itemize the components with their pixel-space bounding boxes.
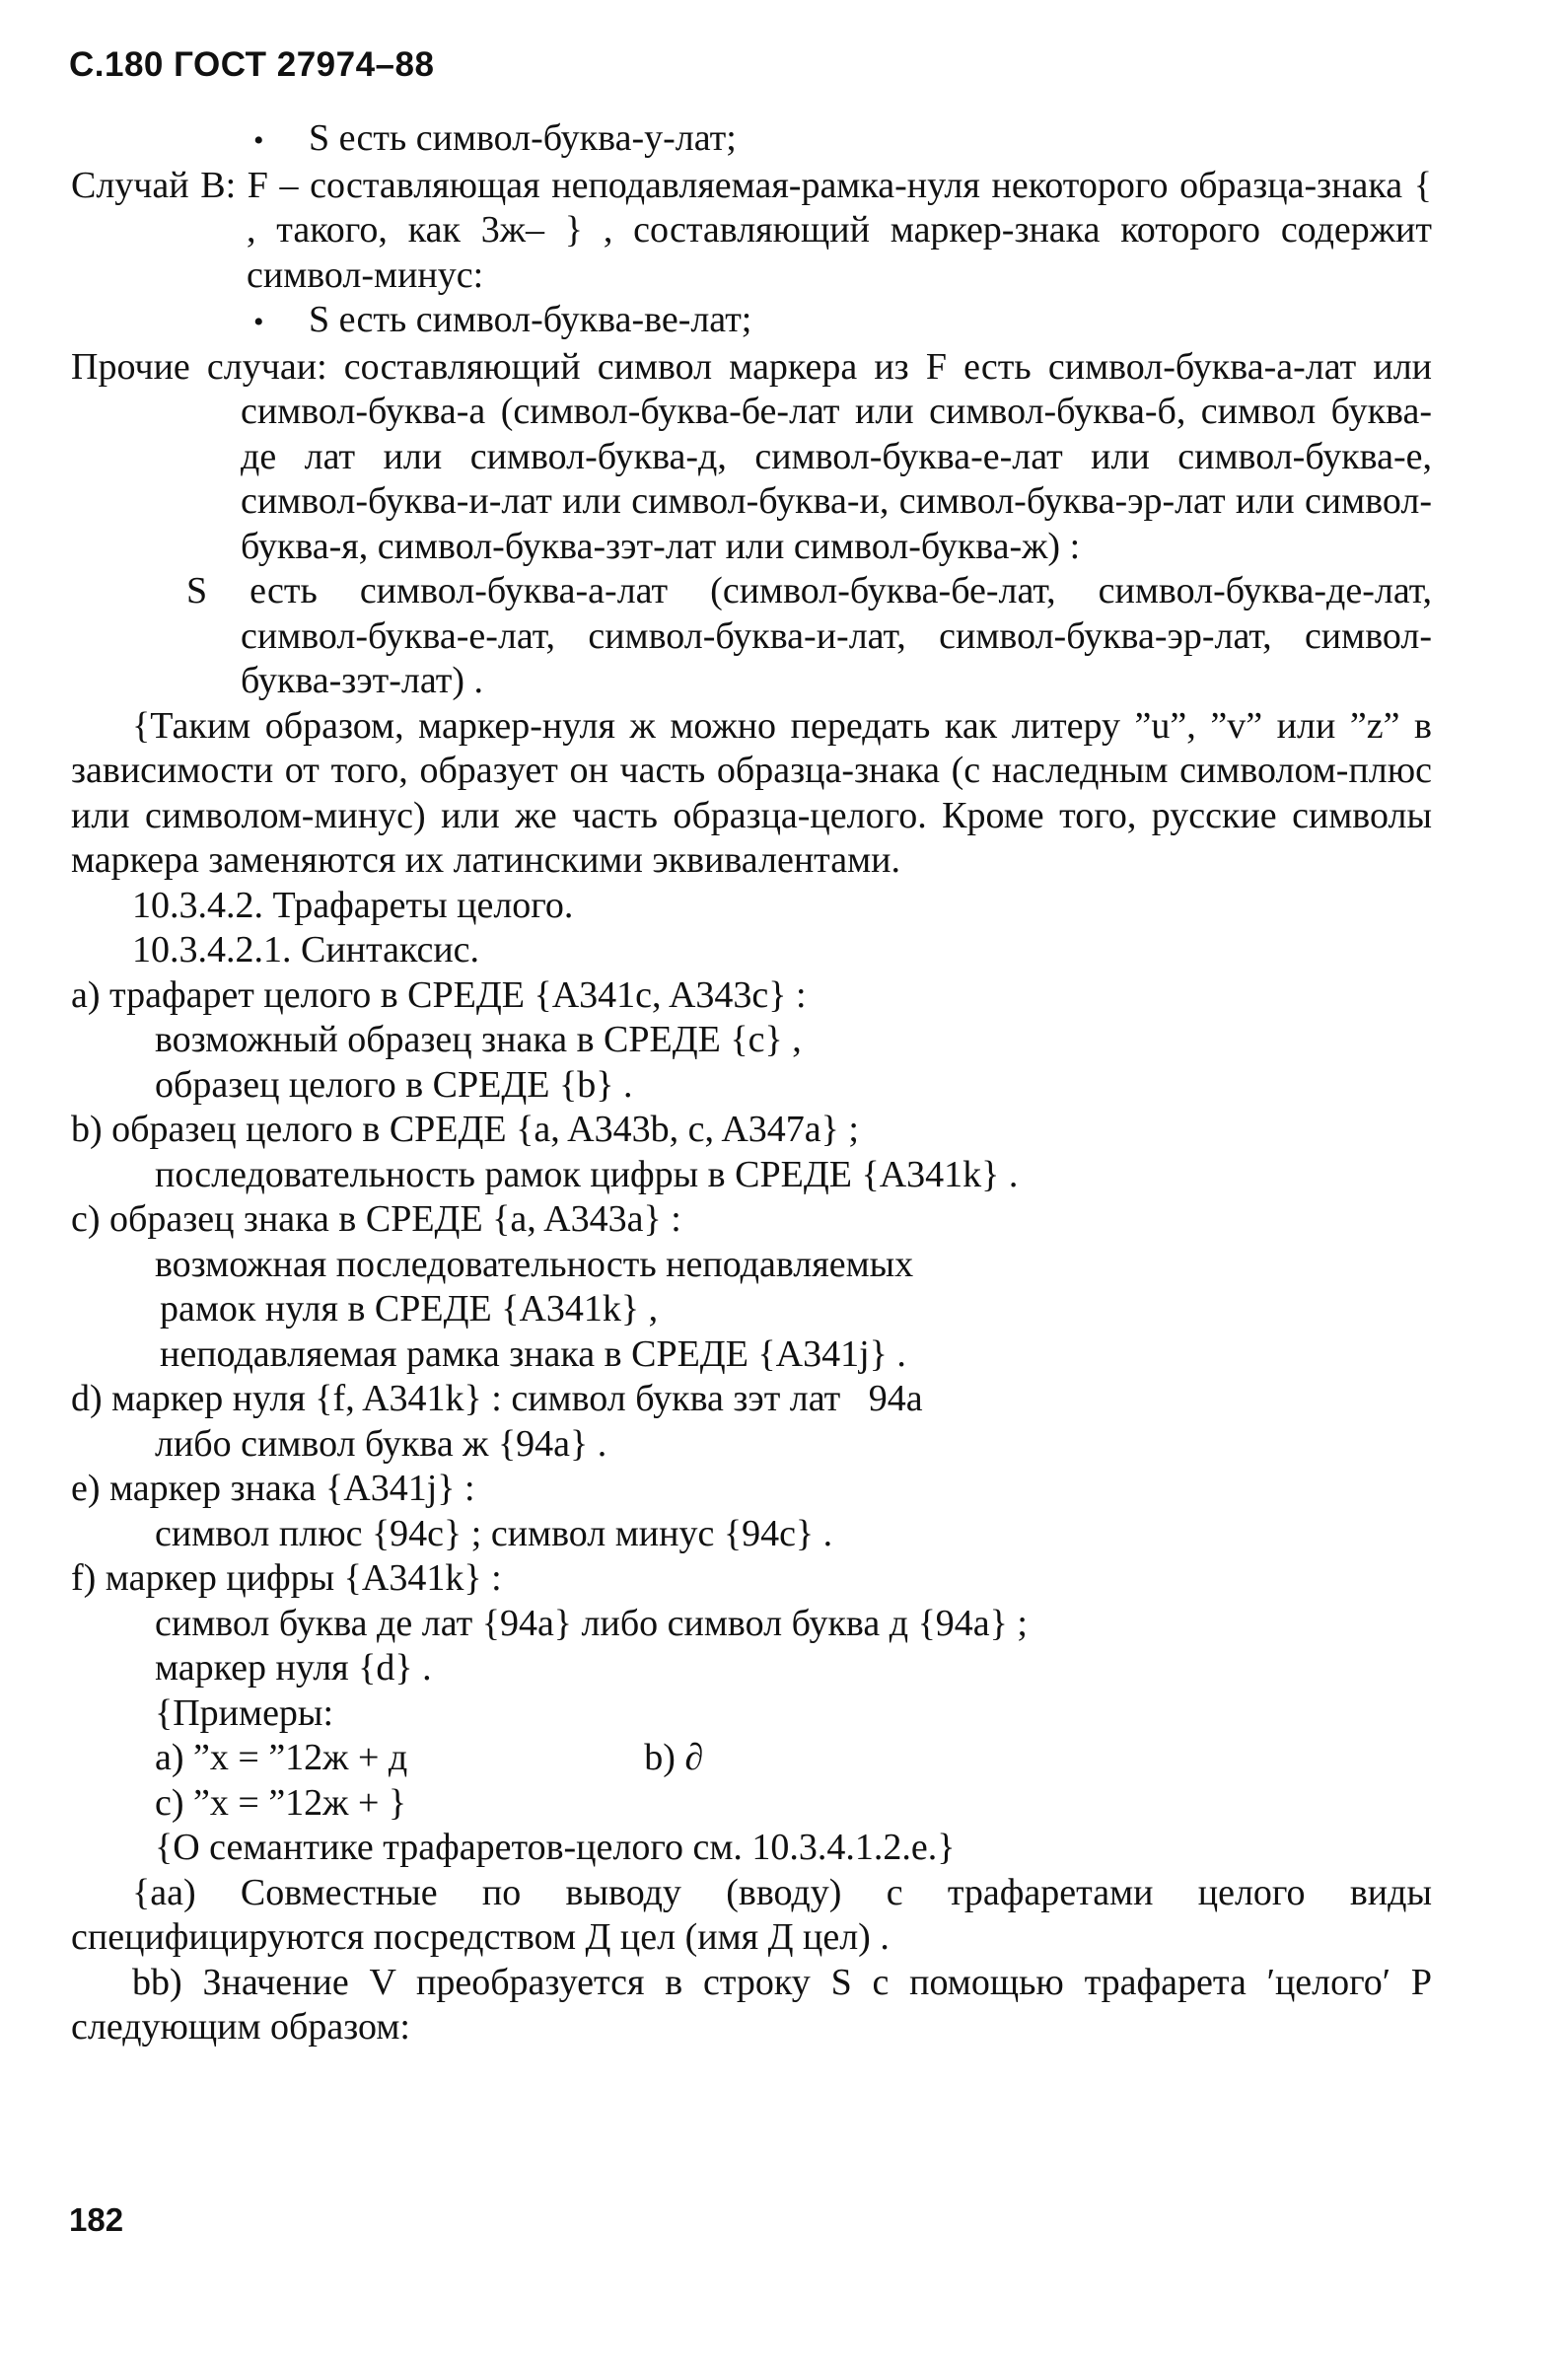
rule-a-line: образец целого в СРЕДЕ {b} . (155, 1063, 633, 1106)
example-b: b) ∂ (644, 1737, 704, 1778)
rule-a-line: возможный образец знака в СРЕДЕ {c} , (155, 1019, 802, 1060)
rule-f-line: маркер нуля {d} . (155, 1647, 432, 1689)
bullet-item: • S есть символ-буква-ве-лат; (253, 298, 1432, 345)
case-b-paragraph: Случай В: F – составляющая неподавляемая-рамка-нуля некоторого образца-знака { , такого, как 3ж– } , составляющий маркер-знака которого содержит символ-минус: (71, 164, 1432, 296)
examples-heading: {Примеры: (155, 1691, 334, 1734)
rule-c-line: неподавляемая рамка знака в СРЕДЕ {A341j} . (160, 1332, 906, 1375)
rule-d-line: либо символ буква ж {94a} . (155, 1422, 607, 1465)
rule-c-line: возможная последовательность неподавляемых (155, 1243, 914, 1285)
rule-c: c) образец знака в СРЕДЕ {a, A343a} : (71, 1198, 681, 1240)
aa-paragraph: {aa) Совместные по выводу (вводу) с трафаретами целого виды специфицируются посредством Д цел (имя Д цел) . (71, 1871, 1432, 1958)
section-heading: 10.3.4.2.1. Синтаксис. (132, 929, 480, 970)
semantics-note: {О семантике трафаретов-целого см. 10.3.4.1.2.е.} (155, 1827, 956, 1868)
document-body (71, 116, 1432, 2050)
bullet-item: • S есть символ-буква-у-лат; (253, 116, 1432, 164)
other-cases-paragraph: Прочие случаи: составляющий символ маркера из F есть символ-буква-а-лат или символ-буква-а (символ-буква-бе-лат или символ-буква-б, символ буква-де лат или символ-буква-д, символ-буква-е-лат или символ-буква-е, символ-буква-и-лат или символ-буква-и, символ-буква-эр-лат или символ-буква-я, символ-буква-зэт-лат или символ-буква-ж) : (71, 345, 1432, 567)
page-header: С.180 ГОСТ 27974–88 (69, 45, 435, 84)
note-paragraph: {Таким образом, маркер-нуля ж можно передать как литеру ”u”, ”v” или ”z” в зависимости от того, образует он часть образца-знака (с наследным символом-плюс или символом-минус) или же часть образца-целого. Кроме того, русские символы маркера заменяются их латинскими эквивалентами. (71, 704, 1432, 881)
bullet-item (71, 569, 1432, 704)
section-heading: 10.3.4.2. Трафареты целого. (132, 884, 574, 926)
rule-f: f) маркер цифры {A341k} : (71, 1557, 502, 1599)
rule-f-line: символ буква де лат {94a} либо символ буква д {94a} ; (155, 1602, 1028, 1644)
example-line (71, 1736, 1432, 1781)
rule-d: d) маркер нуля {f, A341k} : символ буква зэт лат 94a (71, 1378, 923, 1419)
example-line: c) ”x = ”12ж + } (155, 1781, 407, 1824)
rule-e-line: символ плюс {94c} ; символ минус {94c} . (155, 1512, 833, 1554)
rule-c-line: рамок нуля в СРЕДЕ {A341k} , (160, 1288, 659, 1330)
rule-a: a) трафарет целого в СРЕДЕ {A341c, A343c} : (71, 973, 807, 1016)
rule-e: e) маркер знака {A341j} : (71, 1468, 475, 1509)
bb-paragraph: bb) Значение V преобразуется в строку S с помощью трафарета ′целого′ P следующим образом: (71, 1961, 1432, 2048)
rule-b-line: последовательность рамок цифры в СРЕДЕ {A341k} . (155, 1153, 1019, 1195)
rule-b: b) образец целого в СРЕДЕ {a, A343b, c, A347a} ; (71, 1109, 859, 1150)
example-a: a) ”x = ”12ж + д (155, 1737, 408, 1778)
page-number: 182 (69, 2201, 124, 2238)
bullet-text: S есть символ-буква-а-лат (символ-буква-бе-лат, символ-буква-де-лат, символ-буква-е-лат, символ-буква-и-лат, символ-буква-эр-лат, символ-буква-зэт-лат) . (186, 570, 1432, 701)
